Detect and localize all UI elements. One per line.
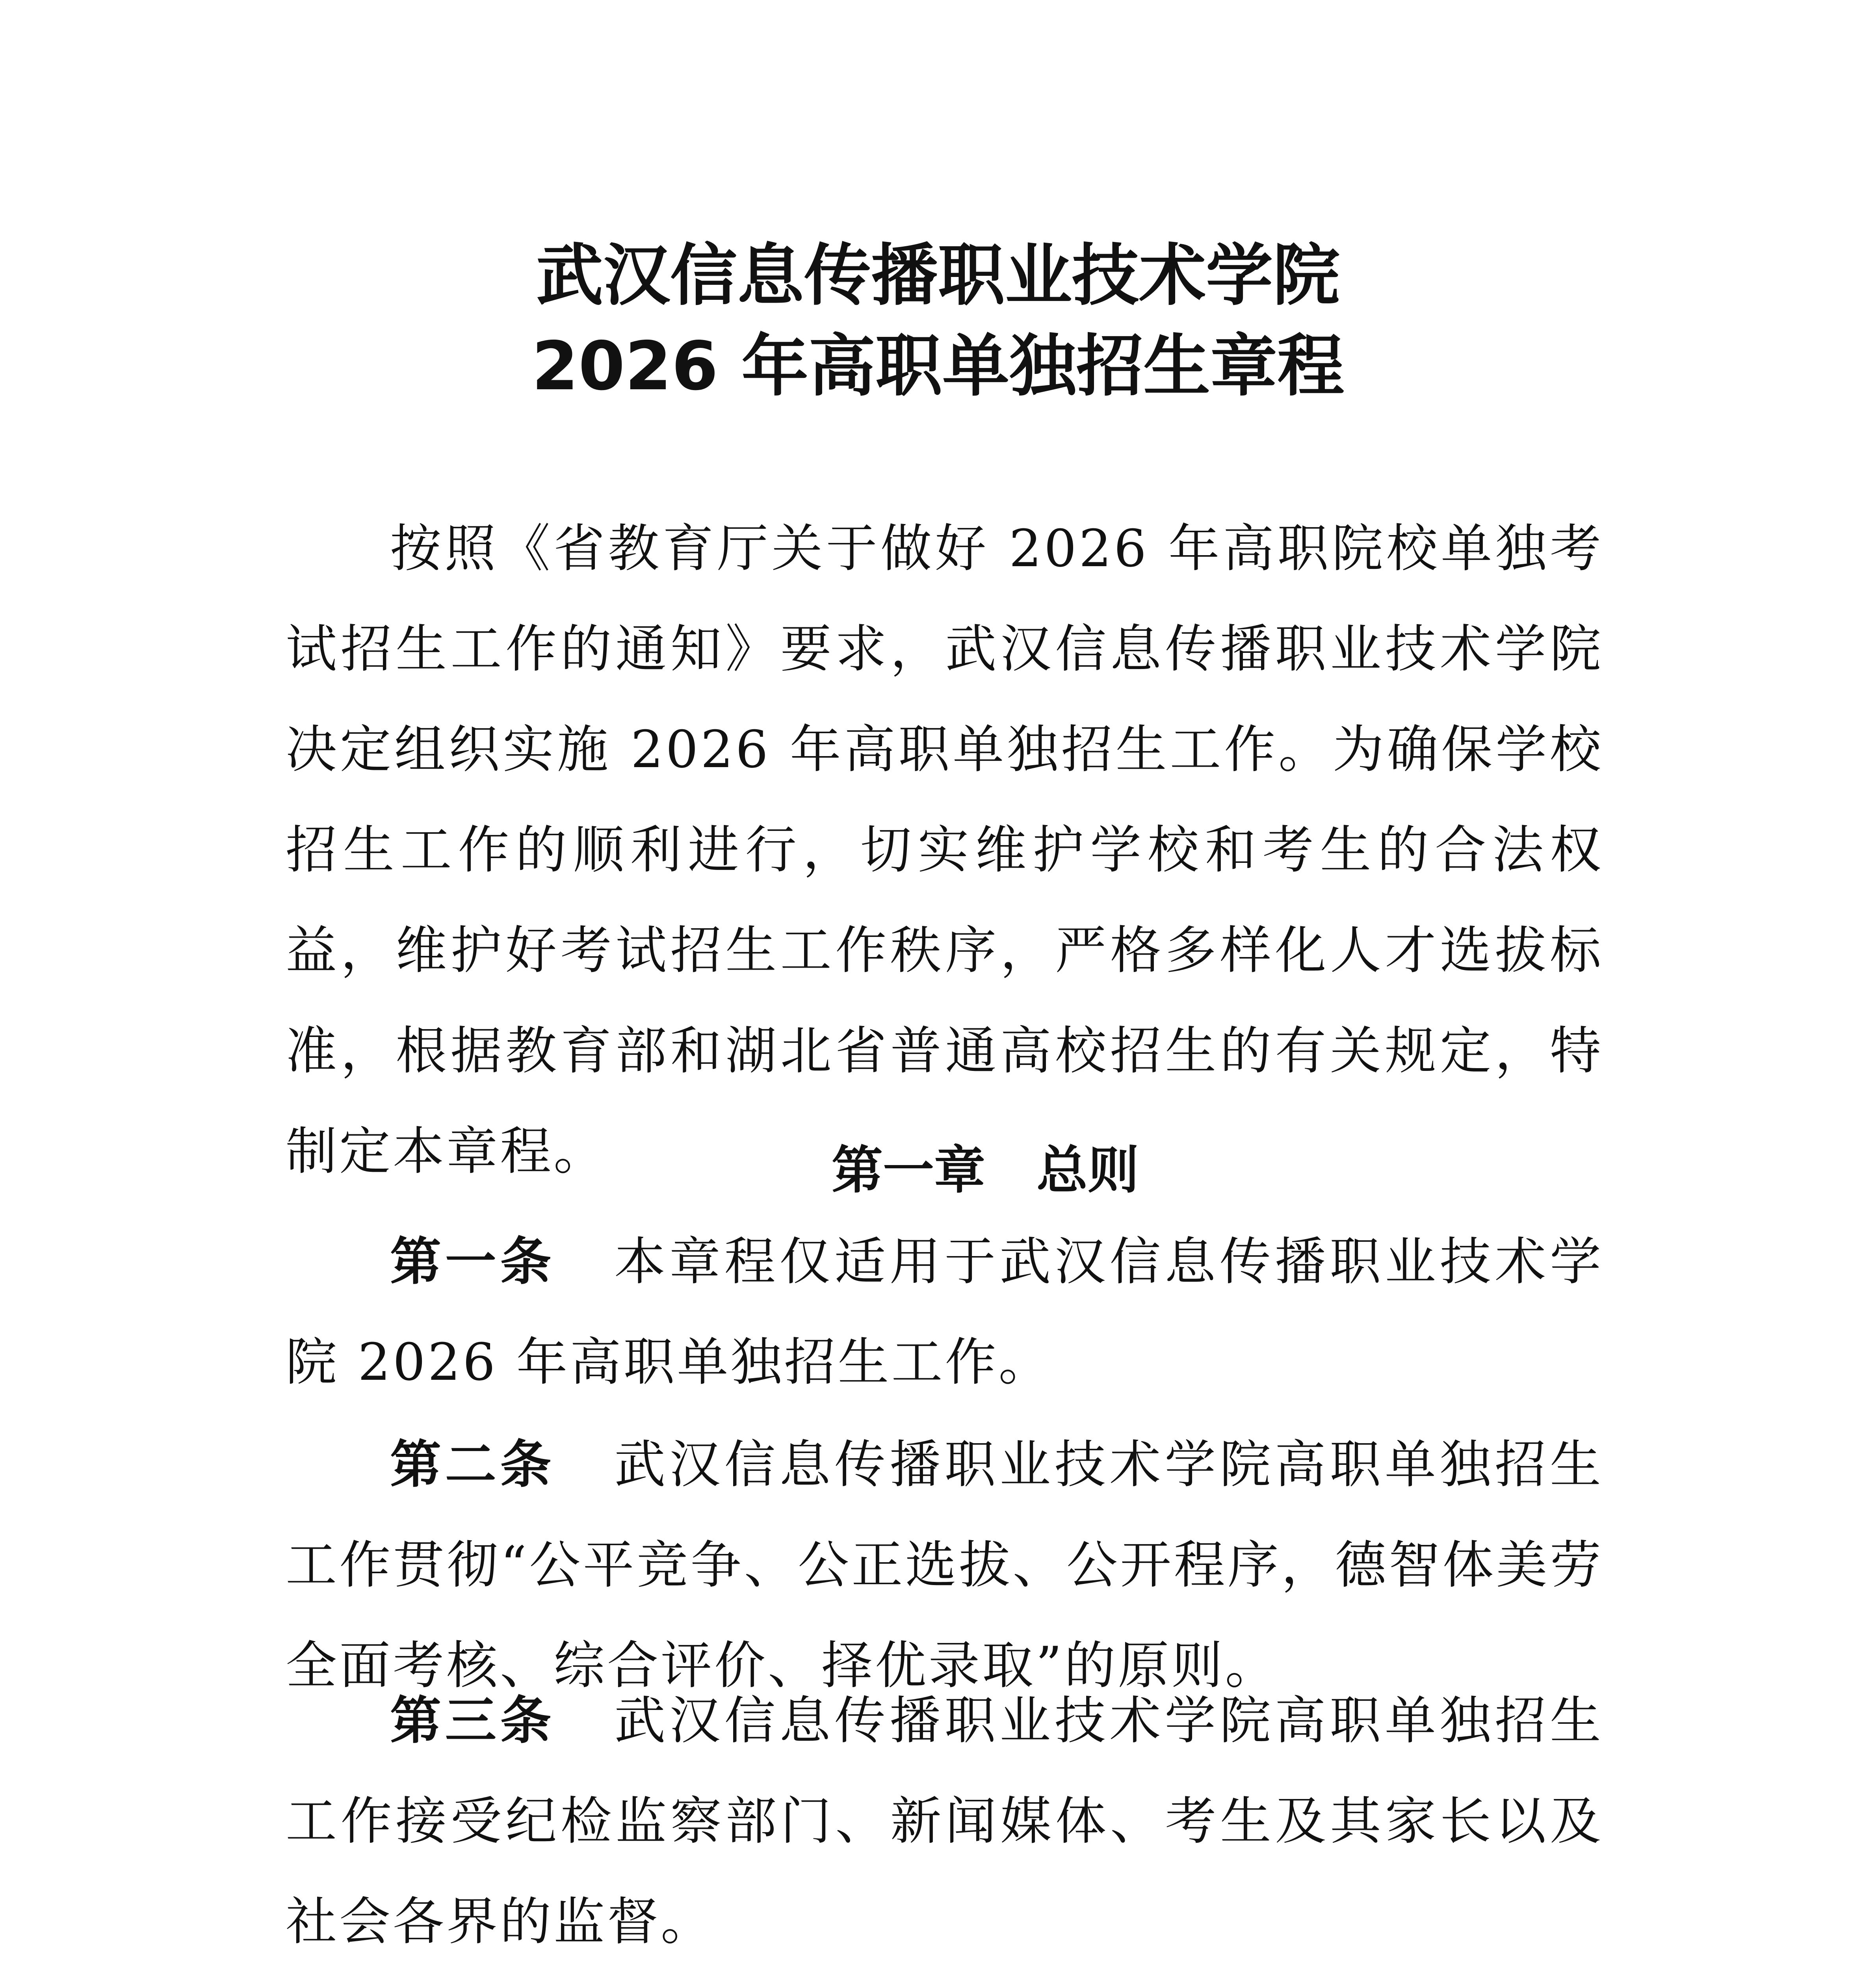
article-3-text: 武汉信息传播职业技术学院高职单独招生工作接受纪检监察部门、新闻媒体、考生及其家长以及社会各界的监督。 (286, 1691, 1603, 1951)
article-1-text: 本章程仅适用于武汉信息传播职业技术学院 2026 年高职单独招生工作。 (286, 1232, 1603, 1392)
intro-paragraph: 按照《省教育厅关于做好 2026 年高职院校单独考试招生工作的通知》要求，武汉信息传播职业技术学院决定组织实施 2026 年高职单独招生工作。为确保学校招生工作的顺利进行，切实维护学校和考生的合法权益，维护好考试招生工作秩序，严格多样化人才选拔标准，根据教育部和湖北省普通高校招生的有关规定，特制定本章程。 (286, 519, 1603, 1181)
article-3 (286, 1671, 1603, 1970)
document-title-line1: 武汉信息传播职业技术学院 (536, 237, 1340, 315)
article-2-label: 第二条 (390, 1435, 555, 1494)
article-3-label: 第三条 (390, 1691, 555, 1751)
article-1-label: 第一条 (390, 1232, 555, 1292)
document-title-line2: 2026 年高职单独招生章程 (531, 327, 1345, 405)
article-1 (286, 1212, 1603, 1412)
chapter-1-heading: 第一章 总则 (831, 1140, 1139, 1200)
article-2-text: 武汉信息传播职业技术学院高职单独招生工作贯彻“公平竞争、公正选拔、公开程序，德智体美劳全面考核、综合评价、择优录取”的原则。 (286, 1435, 1603, 1695)
